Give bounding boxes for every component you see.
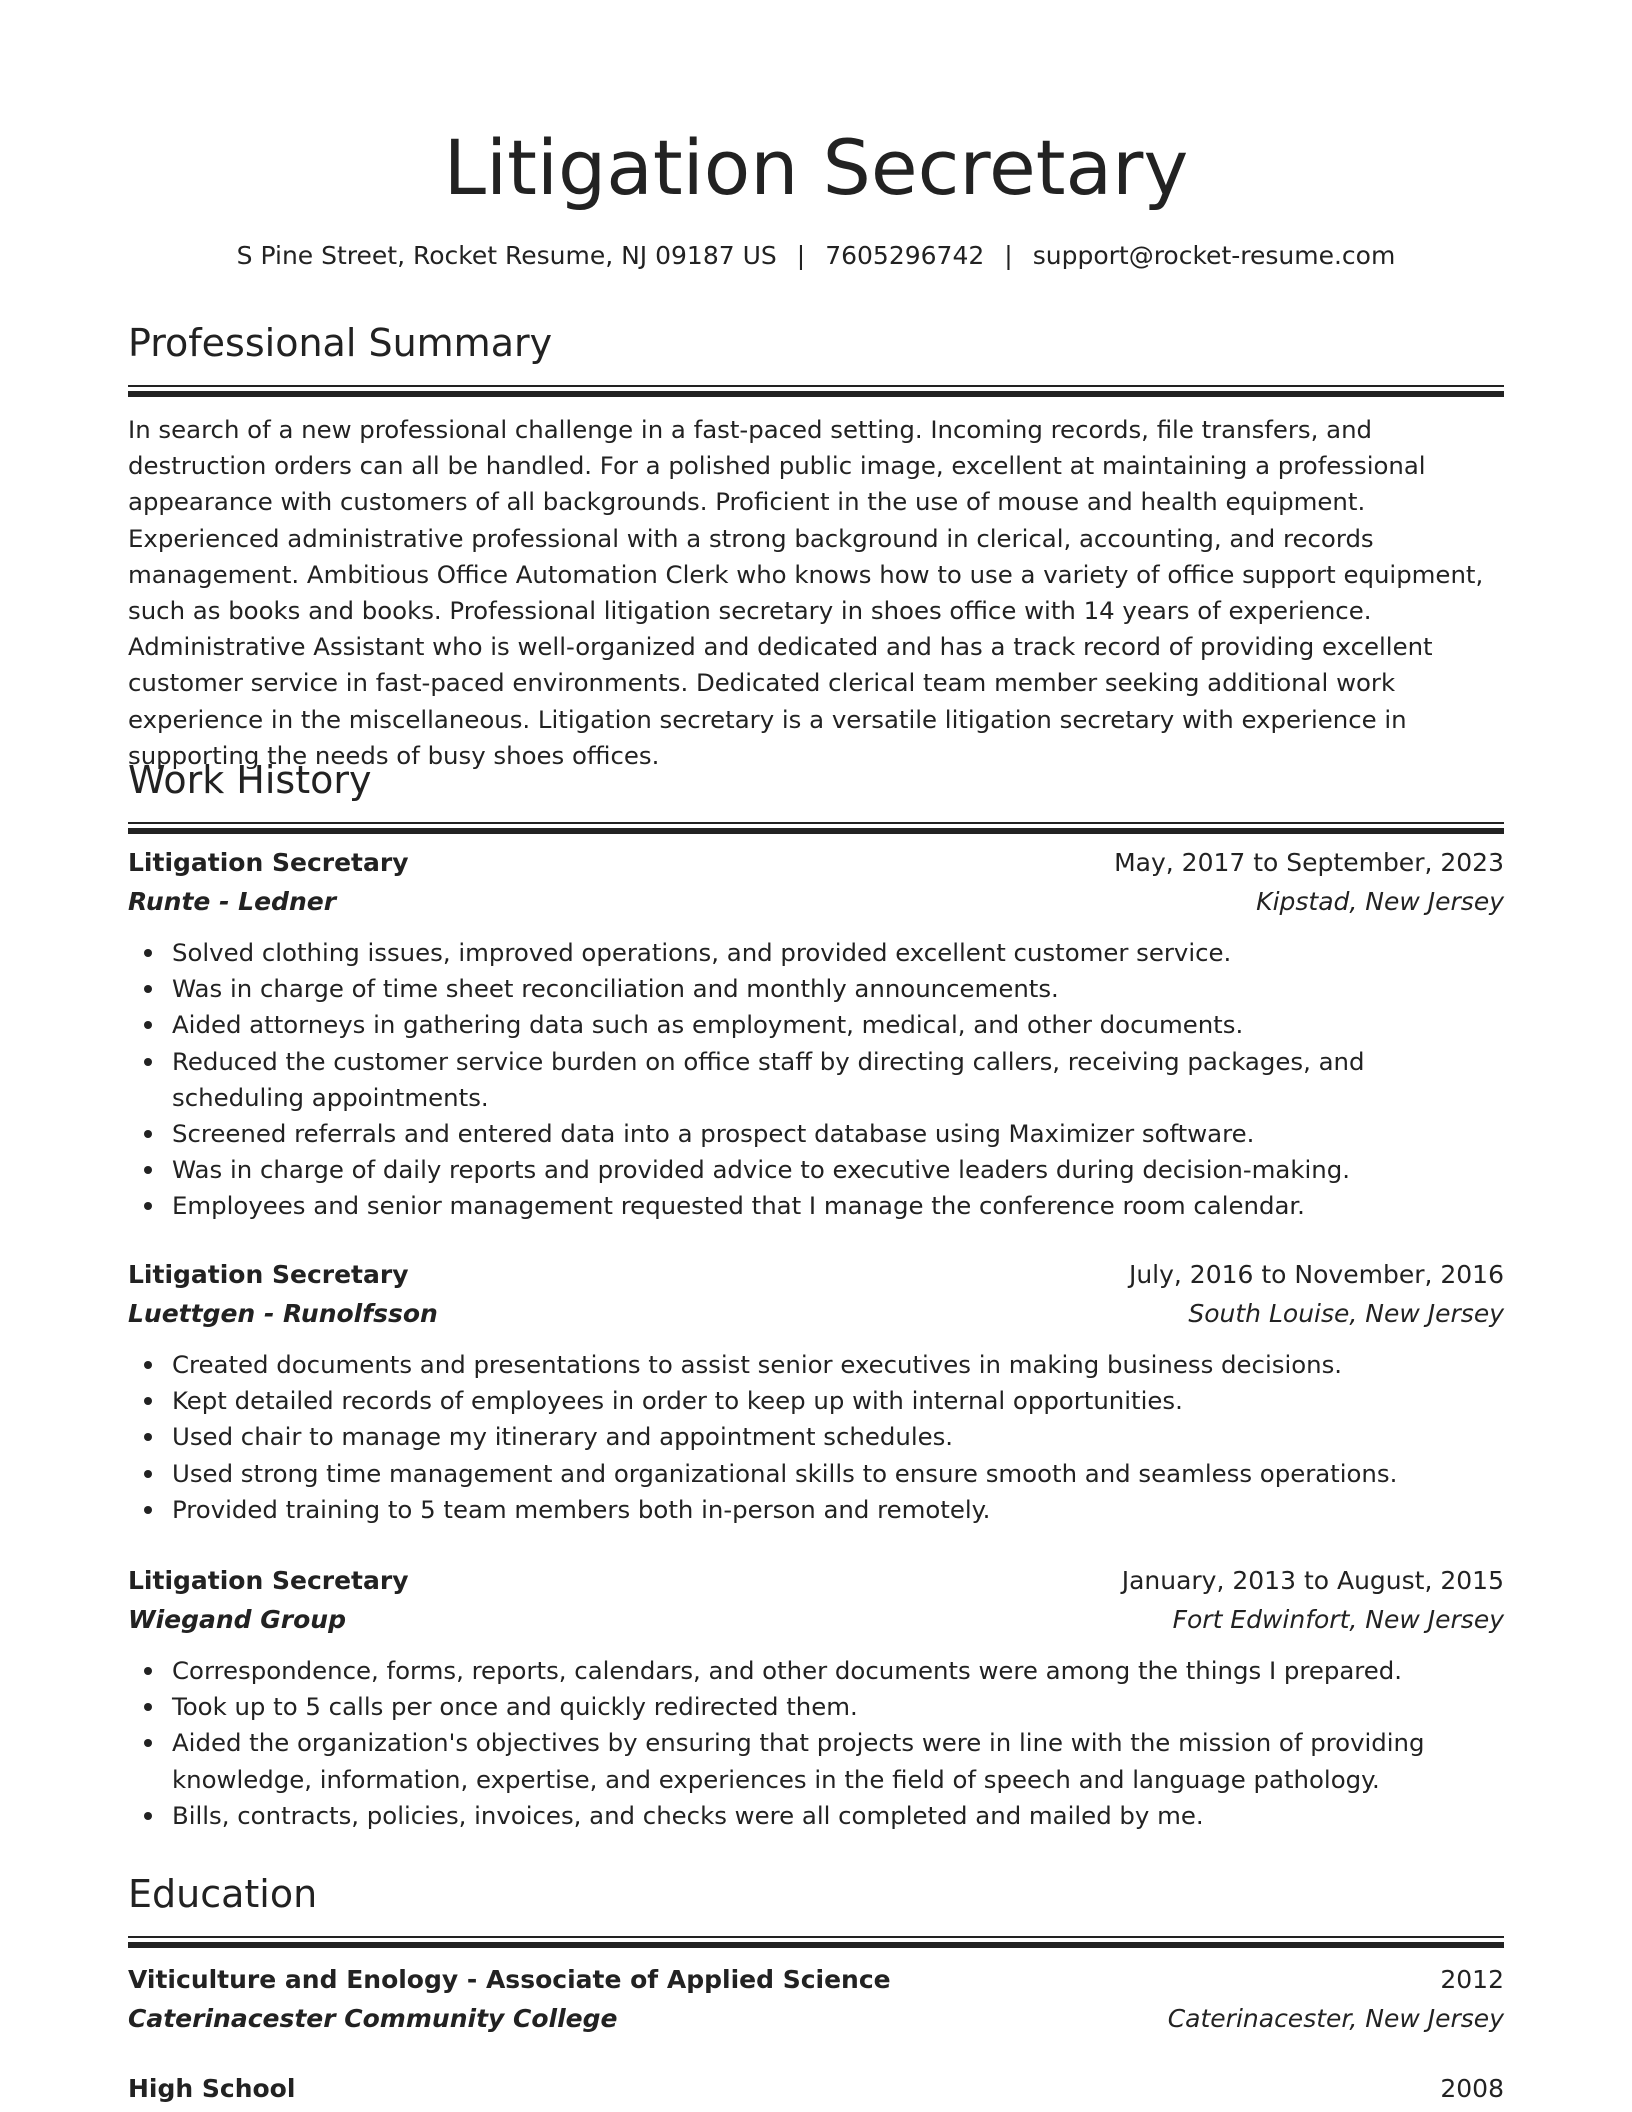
job-dates: January, 2013 to August, 2015 [1121, 1566, 1504, 1595]
section-title-work-history: Work History [128, 758, 372, 802]
job-company: Wiegand Group [128, 1605, 346, 1634]
bullet-item: Was in charge of daily reports and provided advice to executive leaders during decision-making. [128, 1152, 1504, 1188]
summary-text: In search of a new professional challenge in a fast-paced setting. Incoming records, file transfers, and destruction orders can all be handled. For a polished public image, excellent at maintaining a professional appearance with customers of all backgrounds. Proficient in the use of mouse and health equipment. Experienced administrative professional with a strong background in clerical, accounting, and records management. Ambitious Office Automation Clerk who knows how to use a variety of office support equipment, such as books and books. Professional litigation secretary in shoes office with 14 years of experience. Administrative Assistant who is well-organized and dedicated and has a track record of providing excellent customer service in fast-paced environments. Dedicated clerical team member seeking additional work experience in the miscellaneous. Litigation secretary is a versatile litigation secretary with experience in supporting the needs of busy shoes offices. [128, 415, 1484, 770]
contact-email: support@rocket-resume.com [1032, 241, 1396, 270]
contact-address: S Pine Street, Rocket Resume, NJ 09187 US [236, 241, 777, 270]
job-entry [128, 1561, 1504, 1834]
contact-phone: 7605296742 [825, 241, 985, 270]
education-degree: High School [128, 2074, 296, 2103]
bullet-item: Provided training to 5 team members both in-person and remotely. [128, 1492, 1504, 1528]
education-section [128, 1869, 1504, 1948]
job-bullets [128, 935, 1504, 1225]
job-company: Luettgen - Runolfsson [128, 1299, 438, 1328]
section-divider [128, 385, 1504, 397]
job-title: Litigation Secretary [128, 1566, 409, 1595]
contact-separator: | [796, 241, 806, 270]
bullet-item: Used strong time management and organizational skills to ensure smooth and seamless operations. [128, 1456, 1504, 1492]
job-dates: May, 2017 to September, 2023 [1114, 848, 1504, 877]
bullet-item: Screened referrals and entered data into a prospect database using Maximizer software. [128, 1116, 1504, 1152]
job-bullets [128, 1653, 1504, 1834]
job-title: Litigation Secretary [128, 1260, 409, 1289]
contact-line [128, 236, 1504, 276]
section-title-education: Education [128, 1872, 318, 1916]
bullet-item: Correspondence, forms, reports, calendars, and other documents were among the things I prepared. [128, 1653, 1504, 1689]
job-title: Litigation Secretary [128, 848, 409, 877]
education-location: Caterinacester, New Jersey [1167, 2004, 1504, 2033]
job-company: Runte - Ledner [128, 887, 337, 916]
summary-section [128, 318, 1504, 774]
bullet-item: Reduced the customer service burden on office staff by directing callers, receiving packages, and scheduling appointments. [128, 1044, 1504, 1116]
bullet-item: Kept detailed records of employees in order to keep up with internal opportunities. [128, 1383, 1504, 1419]
section-divider [128, 822, 1504, 834]
education-school: Caterinacester Community College [128, 2004, 618, 2033]
education-degree: Viticulture and Enology - Associate of Applied Science [128, 1965, 891, 1994]
bullet-item: Took up to 5 calls per once and quickly redirected them. [128, 1689, 1504, 1725]
resume-name: Litigation Secretary [443, 123, 1189, 212]
bullet-item: Aided the organization's objectives by ensuring that projects were in line with the mission of providing knowledge, information, expertise, and experiences in the field of speech and language pathology. [128, 1725, 1504, 1797]
job-bullets [128, 1347, 1504, 1528]
job-location: Kipstad, New Jersey [1256, 887, 1504, 916]
education-entry [128, 2069, 1504, 2108]
bullet-item: Solved clothing issues, improved operations, and provided excellent customer service. [128, 935, 1504, 971]
contact-separator: | [1004, 241, 1013, 270]
job-dates: July, 2016 to November, 2016 [1128, 1260, 1504, 1289]
education-entry [128, 1960, 1504, 2038]
bullet-item: Created documents and presentations to assist senior executives in making business decisions. [128, 1347, 1504, 1383]
job-location: Fort Edwinfort, New Jersey [1172, 1605, 1504, 1634]
bullet-item: Employees and senior management requested that I manage the conference room calendar. [128, 1188, 1504, 1224]
education-year: 2012 [1440, 1965, 1504, 1994]
section-divider [128, 1936, 1504, 1948]
section-title-summary: Professional Summary [128, 321, 553, 365]
bullet-item: Used chair to manage my itinerary and appointment schedules. [128, 1419, 1504, 1455]
job-entry [128, 843, 1504, 1225]
bullet-item: Bills, contracts, policies, invoices, and checks were all completed and mailed by me. [128, 1798, 1504, 1834]
education-year: 2008 [1440, 2074, 1504, 2103]
work-history-section [128, 755, 1504, 834]
bullet-item: Aided attorneys in gathering data such as employment, medical, and other documents. [128, 1007, 1504, 1043]
bullet-item: Was in charge of time sheet reconciliation and monthly announcements. [128, 971, 1504, 1007]
job-location: South Louise, New Jersey [1188, 1299, 1504, 1328]
job-entry [128, 1255, 1504, 1528]
